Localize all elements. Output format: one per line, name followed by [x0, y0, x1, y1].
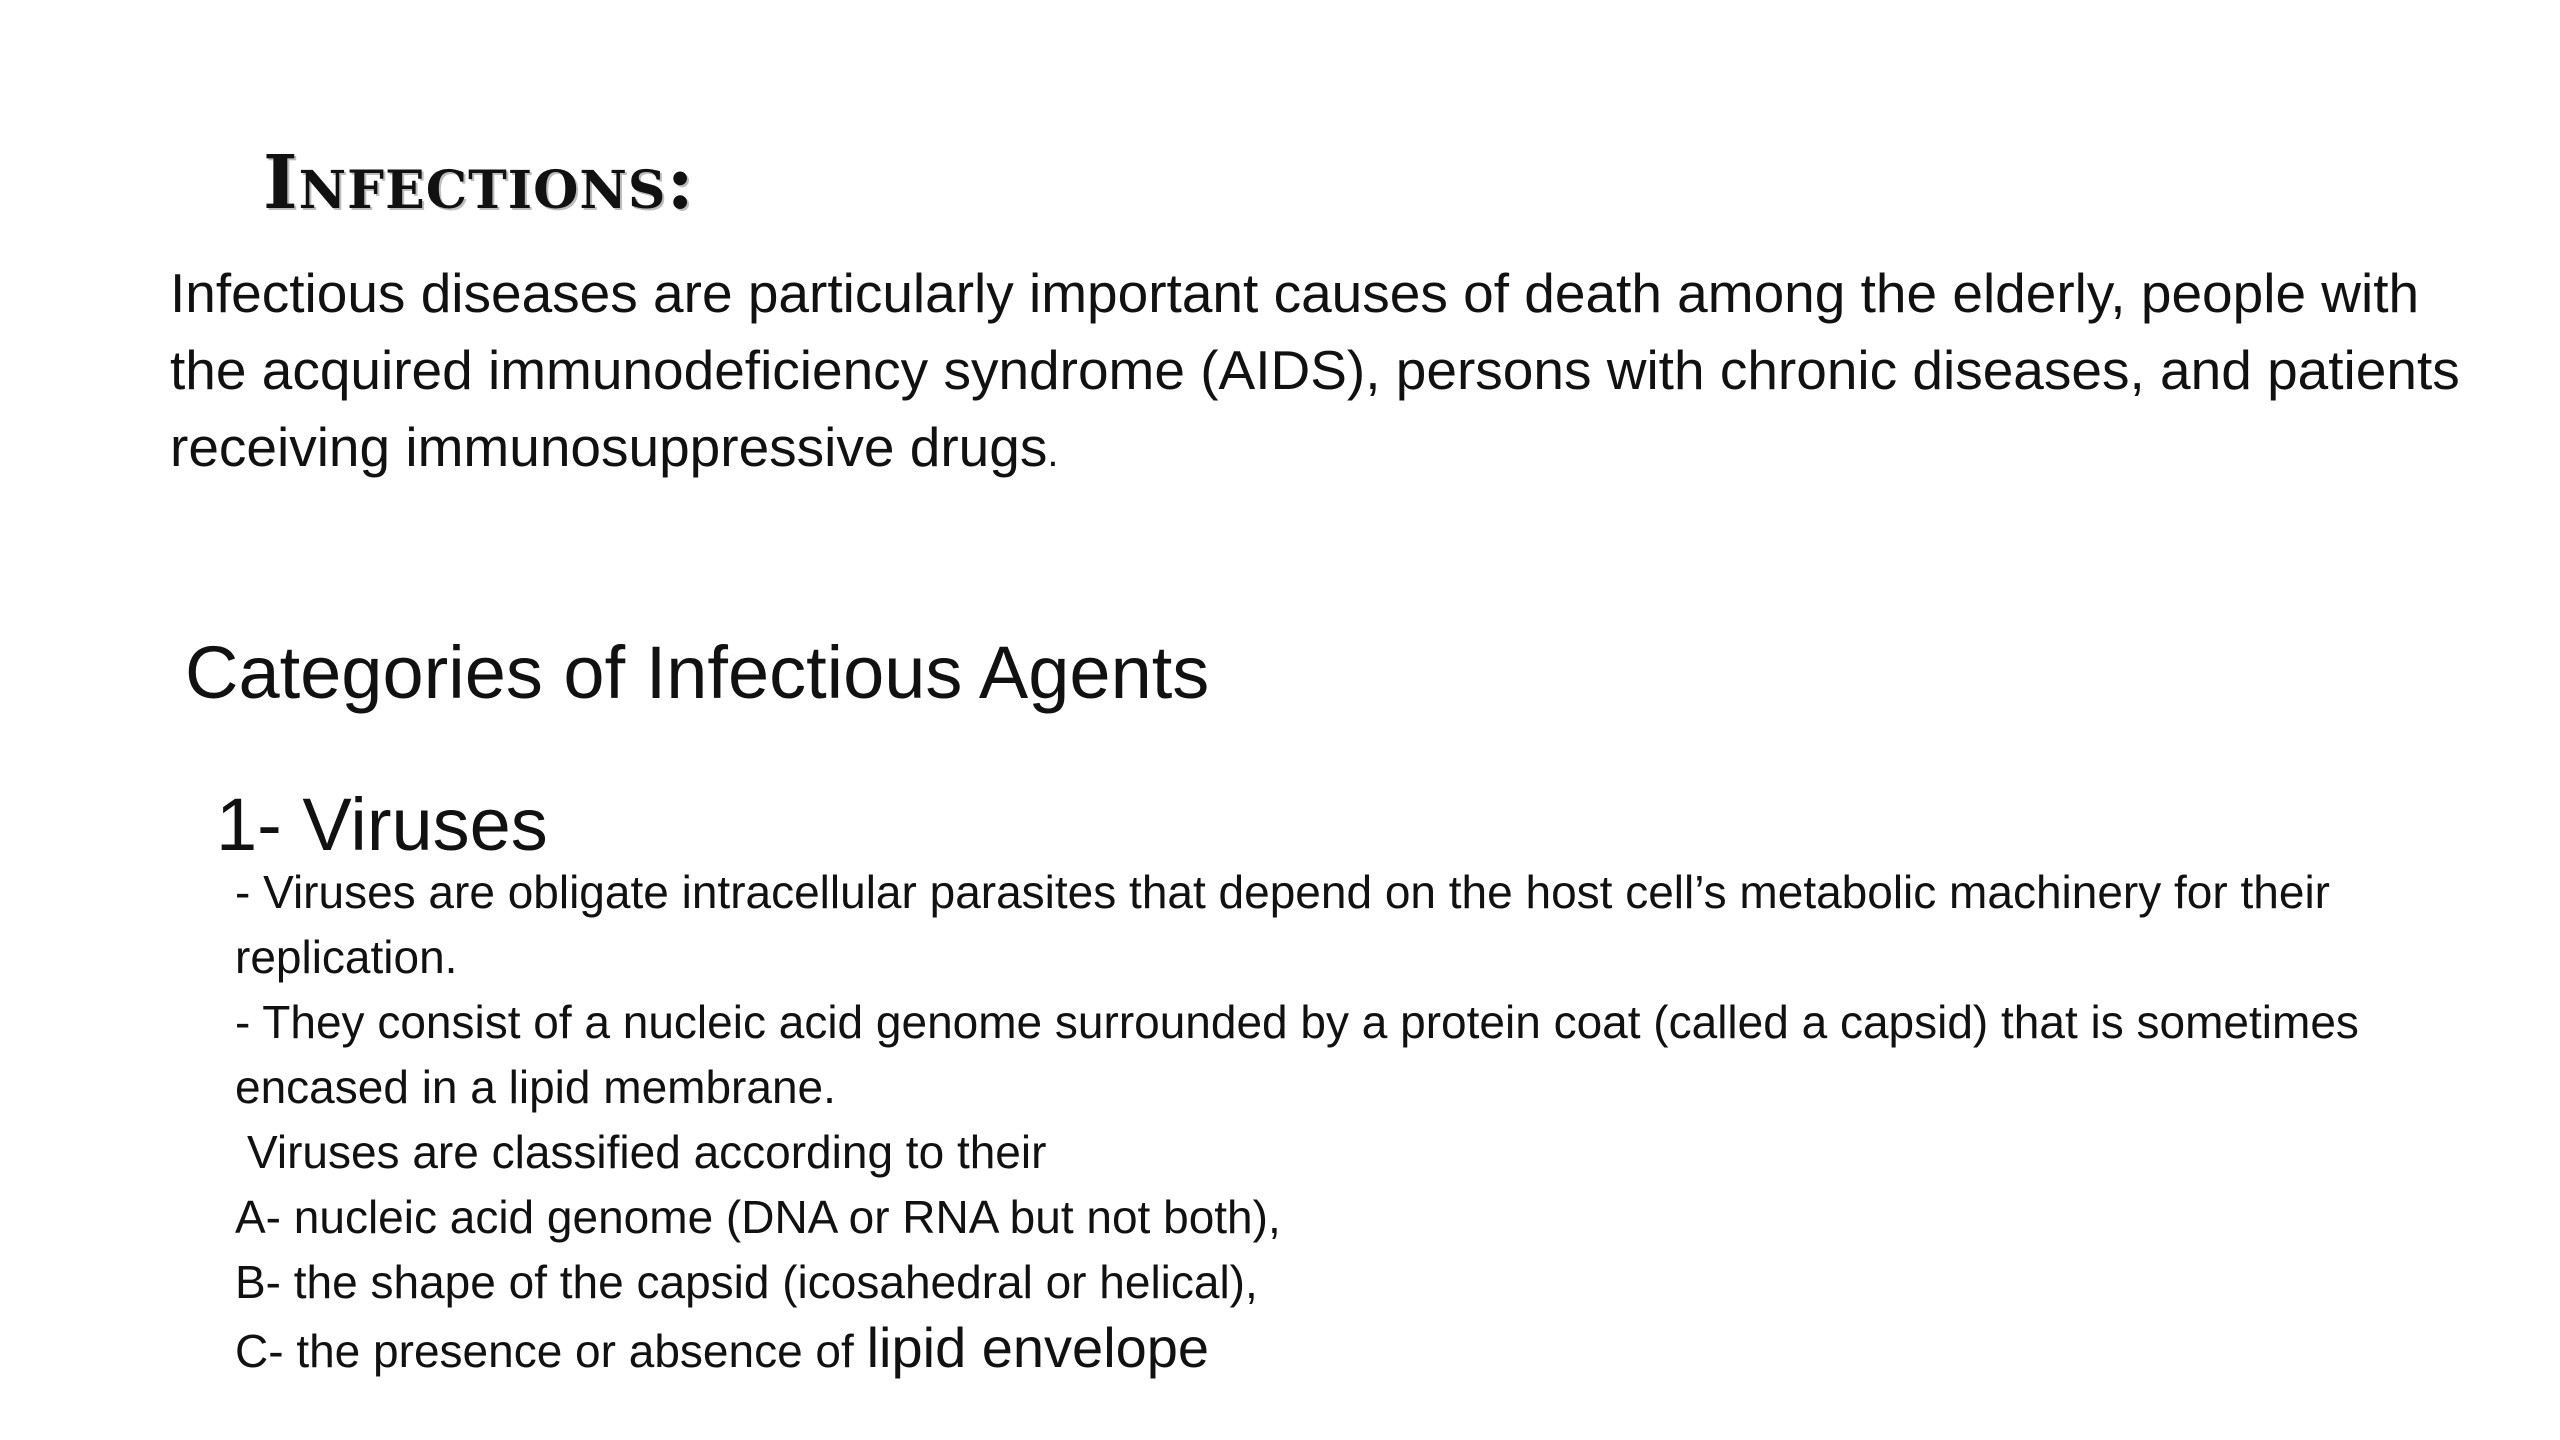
list-item-envelope-start: C- the presence or absence of	[235, 1325, 867, 1377]
paragraph-classification-intro: Viruses are classified according to their	[247, 1126, 1047, 1178]
list-item-envelope	[235, 1315, 2475, 1384]
intro-text: Infectious diseases are particularly important causes of death among the elderly, people with the acquired immunodeficiency syndrome (AIDS), persons with chronic diseases, and patients receiving immunosuppressive drugs	[170, 262, 2460, 478]
list-item-genome: A- nucleic acid genome (DNA or RNA but not both),	[235, 1191, 1281, 1243]
slide-title: Infections:	[263, 140, 695, 226]
list-item-capsid-shape: B- the shape of the capsid (icosahedral or helical),	[235, 1256, 1258, 1308]
sub-heading-viruses: 1- Viruses	[216, 783, 548, 866]
paragraph-structure: - They consist of a nucleic acid genome surrounded by a protein coat (called a capsid) that is sometimes encased in a lipid membrane.	[235, 996, 2359, 1113]
viruses-body	[235, 860, 2475, 1384]
paragraph-obligate-parasites: - Viruses are obligate intracellular parasites that depend on the host cell’s metabolic machinery for their replication.	[235, 866, 2330, 983]
section-heading: Categories of Infectious Agents	[185, 631, 1210, 714]
list-item-envelope-end: lipid envelope	[866, 1316, 1210, 1379]
intro-period: .	[1047, 431, 1059, 475]
intro-paragraph	[170, 255, 2470, 492]
